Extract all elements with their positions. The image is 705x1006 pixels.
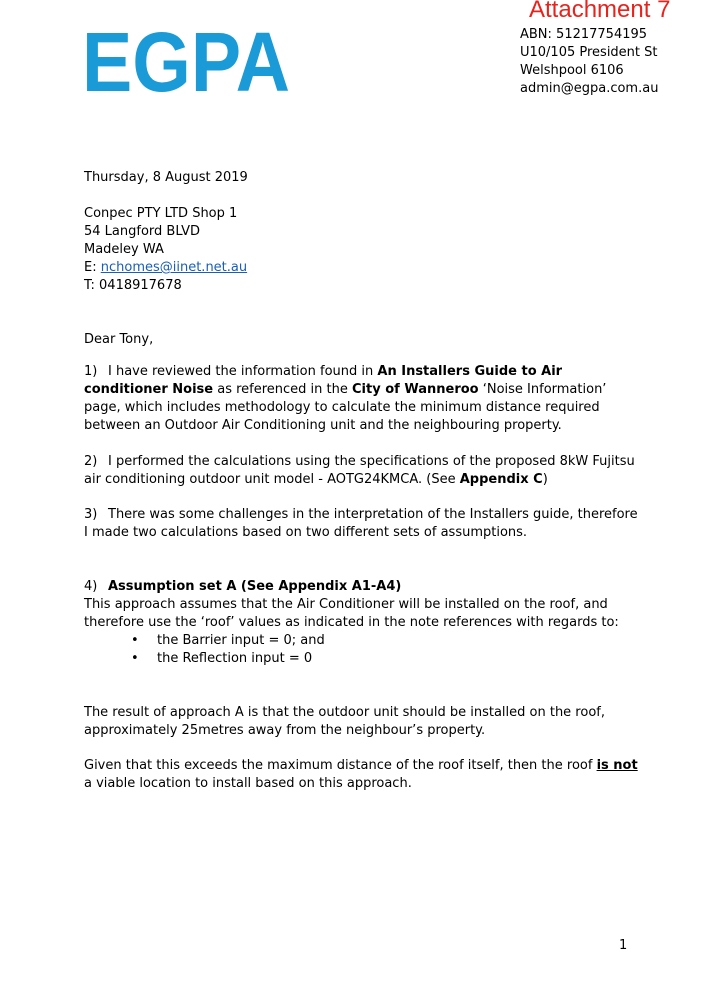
p6-emphasis: is not [596, 758, 638, 773]
sender-address-line1: U10/105 President St [520, 45, 658, 60]
p3-text: There was some challenges in the interpretation of the Installers guide, therefore I made two calculations based on two different sets of assumptions. [84, 507, 638, 540]
paragraph-4 [84, 578, 644, 668]
bullet-dot-icon: • [131, 633, 139, 648]
sender-contact-block [520, 26, 658, 98]
p1-number: 1) [84, 364, 98, 379]
email-prefix: E: [84, 260, 101, 275]
recipient-email-link[interactable]: nchomes@iinet.net.au [100, 260, 248, 275]
bullet-text: the Reflection input = 0 [157, 651, 313, 666]
paragraph-3 [84, 506, 644, 542]
greeting: Dear Tony, [84, 332, 154, 347]
recipient-email-line [84, 259, 247, 277]
p1-city-name: City of Wanneroo [352, 382, 479, 397]
p6-text-1: Given that this exceeds the maximum distance of the roof itself, then the roof [84, 758, 597, 773]
bullet-text: the Barrier input = 0; and [157, 633, 325, 648]
recipient-phone: T: 0418917678 [84, 278, 182, 293]
p1-text-3: ‘Noise Information’ page, which includes methodology to calculate the minimum distance required between an Outdoor Air Conditioning unit and the neighbouring property. [84, 382, 607, 433]
p1-text-1: I have reviewed the information found in [108, 364, 378, 379]
p1-text-2: as referenced in the [213, 382, 353, 397]
sender-address-line2: Welshpool 6106 [520, 63, 624, 78]
recipient-block [84, 205, 247, 295]
p2-number: 2) [84, 454, 98, 469]
p6-text-2: a viable location to install based on this approach. [84, 776, 412, 791]
bullet-item [84, 632, 644, 650]
sender-abn: ABN: 51217754195 [520, 27, 648, 42]
paragraph-6 [84, 757, 644, 793]
sender-email: admin@egpa.com.au [520, 81, 659, 96]
letter-date: Thursday, 8 August 2019 [84, 170, 248, 185]
egpa-logo [82, 15, 290, 109]
recipient-street: 54 Langford BLVD [84, 224, 201, 239]
p2-appendix-ref: Appendix C [459, 472, 543, 487]
p4-heading: Assumption set A (See Appendix A1-A4) [108, 579, 402, 594]
recipient-suburb: Madeley WA [84, 242, 164, 257]
paragraph-1 [84, 363, 644, 435]
p4-body: This approach assumes that the Air Conditioner will be installed on the roof, and therefore use the ‘roof’ values as indicated in the note references with regards to: [84, 597, 619, 630]
p4-number: 4) [84, 579, 98, 594]
p1-guide-title: An Installers Guide to Air conditioner Noise [84, 364, 563, 397]
bullet-item [84, 650, 644, 668]
attachment-label: Attachment 7 [529, 0, 671, 23]
p2-text-1: I performed the calculations using the specifications of the proposed 8kW Fujitsu air conditioning outdoor unit model - AOTG24KMCA. (See [84, 454, 635, 487]
paragraph-2 [84, 453, 644, 489]
paragraph-5: The result of approach A is that the outdoor unit should be installed on the roof, approximately 25metres away from the neighbour’s property. [84, 705, 605, 738]
p2-text-2: ) [542, 472, 548, 487]
page-number: 1 [619, 938, 628, 953]
p3-number: 3) [84, 507, 98, 522]
recipient-company: Conpec PTY LTD Shop 1 [84, 206, 238, 221]
p4-bullet-list [84, 632, 644, 668]
logo-text: EGPA [82, 15, 290, 109]
bullet-dot-icon: • [131, 651, 139, 666]
